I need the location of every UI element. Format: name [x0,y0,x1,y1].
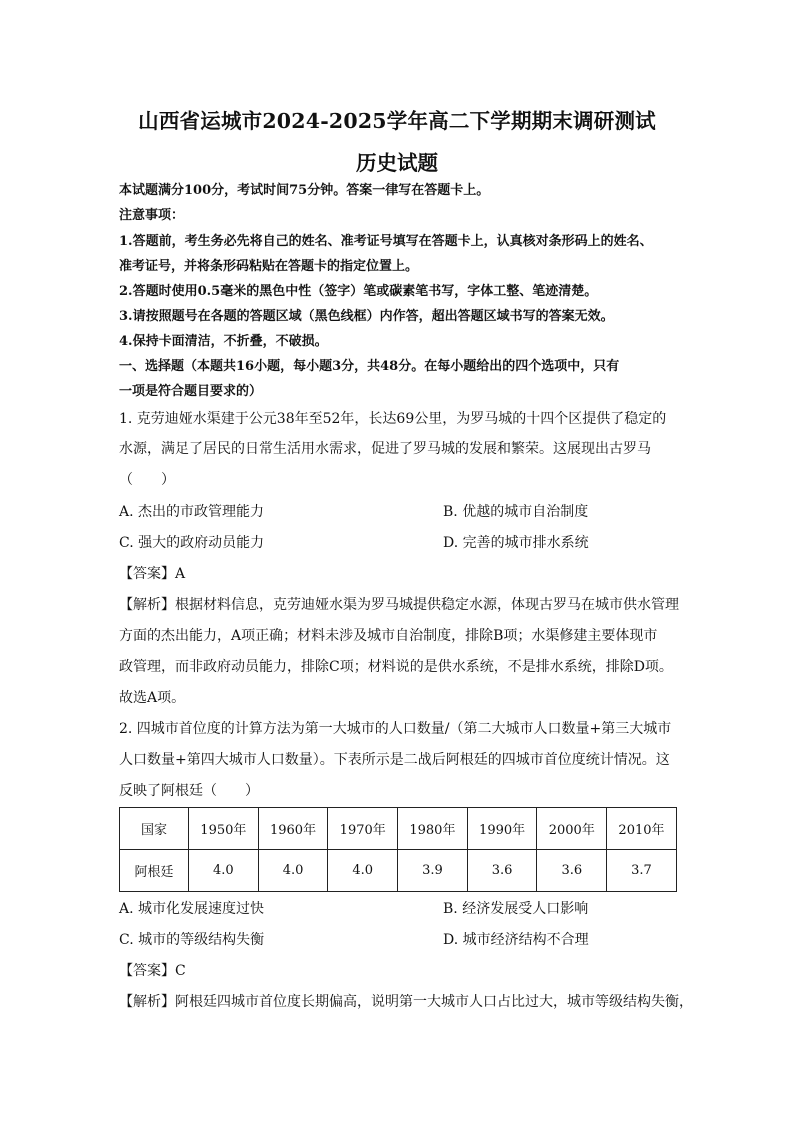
exam-intro: 本试题满分100分，考试时间75分钟。答案一律写在答题卡上。 [119,183,490,198]
section-heading-line-2: 一项是符合题目要求的） [119,384,263,399]
q2-option-b: B. 经济发展受人口影响 [443,901,589,917]
note-item-1-line-2: 准考证号，并将条形码粘贴在答题卡的指定位置上。 [119,259,419,274]
q1-analysis-line-1: 【解析】根据材料信息，克劳迪娅水渠为罗马城提供稳定水源，体现古罗马在城市供水管理 [119,597,679,613]
table-header-cell: 2010年 [607,808,677,850]
q1-stem-line-1: 1. 克劳迪娅水渠建于公元38年至52年，长达69公里，为罗马城的十四个区提供了稳定的 [119,411,667,427]
note-item-3: 3.请按照题号在各题的答题区域（黑色线框）内作答，超出答题区域书写的答案无效。 [119,309,614,324]
q1-stem-line-2: 水源，满足了居民的日常生活用水需求，促进了罗马城的发展和繁荣。这展现出古罗马 [119,441,651,457]
q1-answer: 【答案】A [119,566,186,582]
table-cell: 阿根廷 [120,850,189,892]
q1-stem-line-3: （ ） [119,472,175,488]
table-header-cell: 2000年 [537,808,607,850]
q2-option-a: A. 城市化发展速度过快 [119,901,265,917]
q1-analysis-line-2: 方面的杰出能力，A项正确；材料未涉及城市自治制度，排除B项；水渠修建主要体现市 [119,628,658,644]
notes-heading: 注意事项： [119,208,185,223]
note-item-2: 2.答题时使用0.5毫米的黑色中性（签字）笔或碳素笔书写，字体工整、笔迹清楚。 [119,284,598,299]
q1-option-b: B. 优越的城市自治制度 [443,504,589,520]
table-cell: 3.9 [398,850,468,892]
table-header-cell: 1990年 [467,808,537,850]
q2-option-d: D. 城市经济结构不合理 [443,932,589,948]
note-item-1-line-1: 1.答题前，考生务必先将自己的姓名、准考证号填写在答题卡上，认真核对条形码上的姓名、 [119,234,653,249]
q1-analysis-line-4: 故选A项。 [119,690,186,706]
table-header-cell: 国家 [120,808,189,850]
page-title: 山西省运城市2024-2025学年高二下学期期末调研测试 [138,109,656,133]
table-header-cell: 1970年 [328,808,398,850]
table-cell: 3.7 [607,850,677,892]
q1-analysis-line-3: 政管理，而非政府动员能力，排除C项；材料说的是供水系统，不是排水系统，排除D项。 [119,659,673,675]
table-header-cell: 1980年 [398,808,468,850]
q1-option-a: A. 杰出的市政管理能力 [119,504,265,520]
q2-stem-line-2: 人口数量+第四大城市人口数量）。下表所示是二战后阿根廷的四城市首位度统计情况。这 [119,752,670,768]
q2-answer: 【答案】C [119,963,186,979]
q2-stem-line-3: 反映了阿根廷（ ） [119,783,259,799]
table-header-cell: 1960年 [258,808,328,850]
page-subtitle: 历史试题 [356,151,438,175]
q1-option-d: D. 完善的城市排水系统 [443,535,589,551]
q2-analysis-line-1: 【解析】阿根廷四城市首位度长期偏高，说明第一大城市人口占比过大，城市等级结构失衡， [119,994,693,1010]
primacy-table [119,807,677,892]
q2-stem-line-1: 2. 四城市首位度的计算方法为第一大城市的人口数量/（第二大城市人口数量+第三大城市 [119,721,672,737]
table-cell: 3.6 [537,850,607,892]
table-cell: 4.0 [258,850,328,892]
q2-option-c: C. 城市的等级结构失衡 [119,932,265,948]
q1-option-c: C. 强大的政府动员能力 [119,535,265,551]
table-cell: 4.0 [328,850,398,892]
table-header-row [120,808,677,850]
table-row [120,850,677,892]
table-cell: 3.6 [467,850,537,892]
section-heading-line-1: 一、选择题（本题共16小题，每小题3分，共48分。在每小题给出的四个选项中，只有 [119,359,620,374]
note-item-4: 4.保持卡面清洁，不折叠，不破损。 [119,334,328,349]
table-header-cell: 1950年 [189,808,259,850]
table-cell: 4.0 [189,850,259,892]
